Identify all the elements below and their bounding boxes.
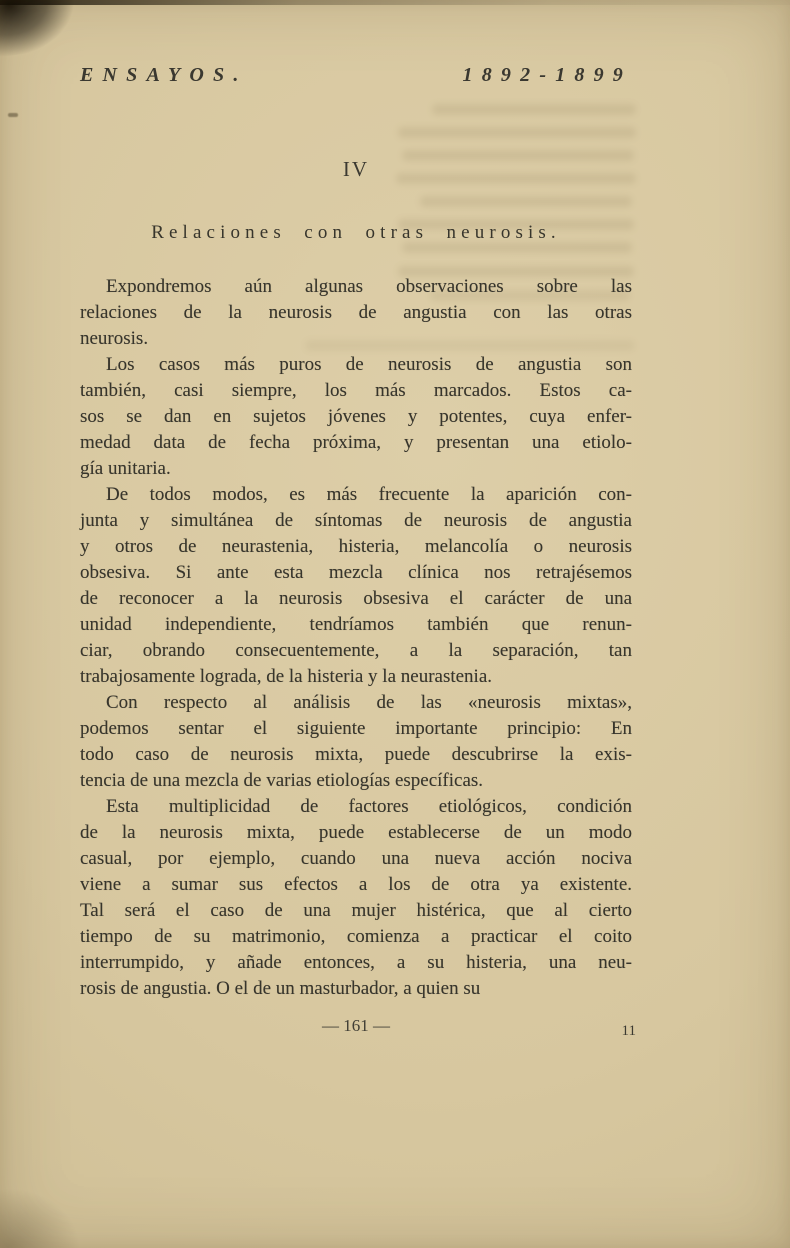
text-line: casual, por ejemplo, cuando una nueva acción nociva — [80, 848, 632, 869]
page-footer — [80, 1016, 636, 1039]
running-header-title: ENSAYOS. — [80, 64, 248, 86]
scan-corner-shadow-top-left — [0, 0, 80, 59]
text-line: Tal será el caso de una mujer histérica, que al cierto — [80, 900, 632, 921]
text-line: sos se dan en sujetos jóvenes y potentes, cuya enfer- — [80, 406, 632, 427]
text-line: neurosis. — [80, 328, 149, 349]
text-line: medad data de fecha próxima, y presentan una etiolo- — [80, 432, 632, 453]
text-line: ciar, obrando consecuentemente, a la separación, tan — [80, 640, 632, 661]
text-line: Esta multiplicidad de factores etiológicos, condición — [106, 796, 632, 817]
text-line: De todos modos, es más frecuente la aparición con- — [106, 484, 632, 505]
text-line: tencia de una mezcla de varias etiologías específicas. — [80, 770, 484, 791]
running-header — [80, 64, 632, 87]
paragraph — [80, 352, 632, 482]
text-line: interrumpido, y añade entonces, a su histeria, una neu- — [80, 952, 632, 973]
text-line: Expondremos aún algunas observaciones sobre las — [106, 276, 632, 297]
text-line: Con respecto al análisis de las «neurosis mixtas», — [106, 692, 632, 713]
text-line: y otros de neurastenia, histeria, melancolía o neurosis — [80, 536, 632, 557]
text-line: trabajosamente lograda, de la histeria y la neurastenia. — [80, 666, 493, 687]
text-line: de la neurosis mixta, puede establecerse de un modo — [80, 822, 632, 843]
text-line: viene a sumar sus efectos a los de otra ya existente. — [80, 874, 632, 895]
text-line: obsesiva. Si ante esta mezcla clínica nos retrajésemos — [80, 562, 632, 583]
body-text — [80, 274, 632, 1002]
text-line: junta y simultánea de síntomas de neurosis de angustia — [80, 510, 632, 531]
paragraph — [80, 274, 632, 352]
scan-edge-top — [0, 0, 790, 5]
text-line: Los casos más puros de neurosis de angustia son — [106, 354, 632, 375]
paragraph — [80, 794, 632, 1002]
text-line: relaciones de la neurosis de angustia con las otras — [80, 302, 632, 323]
text-line: rosis de angustia. O el de un masturbador, a quien su — [80, 978, 481, 999]
text-line: unidad independiente, tendríamos también que renun- — [80, 614, 632, 635]
scan-corner-shadow-bottom-left — [0, 1188, 80, 1248]
text-line: también, casi siempre, los más marcados. Estos ca- — [80, 380, 632, 401]
signature-mark: 11 — [621, 1023, 636, 1039]
running-header-years: 1892-1899 — [462, 64, 632, 86]
chapter-title: Relaciones con otras neurosis. — [151, 222, 561, 243]
text-line: podemos sentar el siguiente importante principio: En — [80, 718, 632, 739]
text-block — [80, 0, 636, 1039]
text-line: tiempo de su matrimonio, comienza a practicar el coito — [80, 926, 632, 947]
text-line: de reconocer a la neurosis obsesiva el carácter de una — [80, 588, 632, 609]
text-line: todo caso de neurosis mixta, puede descubrirse la exis- — [80, 744, 632, 765]
page-number: — 161 — — [322, 1016, 390, 1035]
paragraph — [80, 482, 632, 690]
paragraph — [80, 690, 632, 794]
chapter-number: IV — [342, 157, 370, 181]
text-line: gía unitaria. — [80, 458, 171, 479]
margin-speck — [8, 113, 18, 117]
